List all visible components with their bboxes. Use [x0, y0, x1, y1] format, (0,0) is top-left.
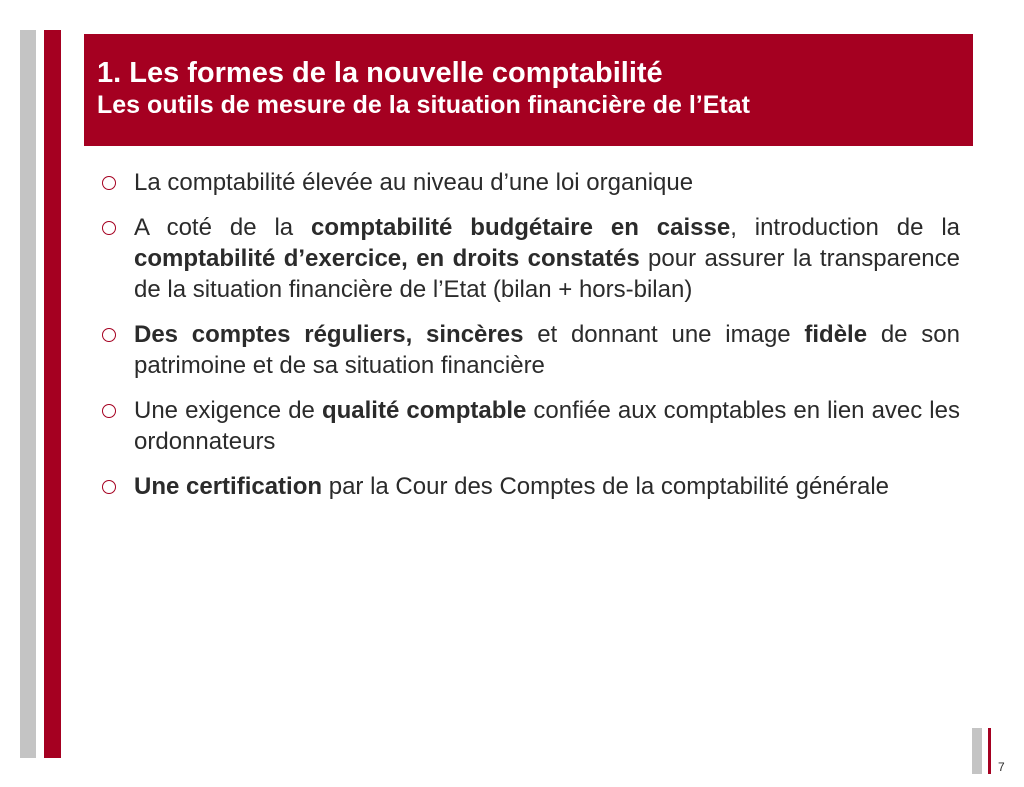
- bold-text: qualité comptable: [321, 397, 527, 424]
- bullet-text: [134, 212, 960, 305]
- text-span: confiée aux comptables en lien avec les ordonnateurs: [134, 397, 960, 455]
- bullet-circle-icon: [96, 167, 134, 198]
- bullet-circle-icon: [96, 319, 134, 350]
- text-span: La comptabilité élevée au niveau d’une loi organique: [134, 169, 694, 196]
- bullet-text: [134, 319, 960, 381]
- bold-text: comptabilité budgétaire en caisse: [311, 214, 731, 241]
- left-gray-bar: [20, 30, 36, 758]
- bold-text: Une certification: [134, 473, 323, 500]
- text-span: pour assurer la transparence de la situation financière de l’Etat (bilan + hors-bilan): [134, 245, 960, 303]
- text-span: et donnant une image: [523, 321, 805, 348]
- bold-text: comptabilité d’exercice, en droits constatés: [134, 245, 640, 272]
- left-red-bar: [44, 30, 61, 758]
- bullet-text: [134, 471, 960, 502]
- bullet-list: [96, 167, 960, 516]
- list-item: [96, 319, 960, 381]
- bullet-text: [134, 167, 960, 198]
- text-span: , introduction de la: [730, 214, 961, 241]
- bullet-circle-icon: [96, 471, 134, 502]
- list-item: [96, 395, 960, 457]
- bullet-text: [134, 395, 960, 457]
- slide-subtitle: Les outils de mesure de la situation financière de l’Etat: [97, 91, 750, 119]
- list-item: [96, 471, 960, 502]
- bullet-circle-icon: [96, 212, 134, 243]
- text-span: par la Cour des Comptes de la comptabilité générale: [322, 473, 890, 500]
- page-number: 7: [998, 760, 1005, 774]
- slide-title: 1. Les formes de la nouvelle comptabilité: [97, 57, 663, 89]
- footer-gray-bar: [972, 728, 982, 774]
- bullet-circle-icon: [96, 395, 134, 426]
- footer-red-bar: [988, 728, 991, 774]
- bold-text: fidèle: [804, 321, 868, 348]
- list-item: [96, 167, 960, 198]
- bold-text: Des comptes réguliers, sincères: [134, 321, 524, 348]
- text-span: Une exigence de: [134, 397, 322, 424]
- text-span: de son patrimoine et de sa situation financière: [134, 321, 960, 379]
- title-banner: [84, 34, 973, 146]
- list-item: [96, 212, 960, 305]
- text-span: A coté de la: [134, 214, 312, 241]
